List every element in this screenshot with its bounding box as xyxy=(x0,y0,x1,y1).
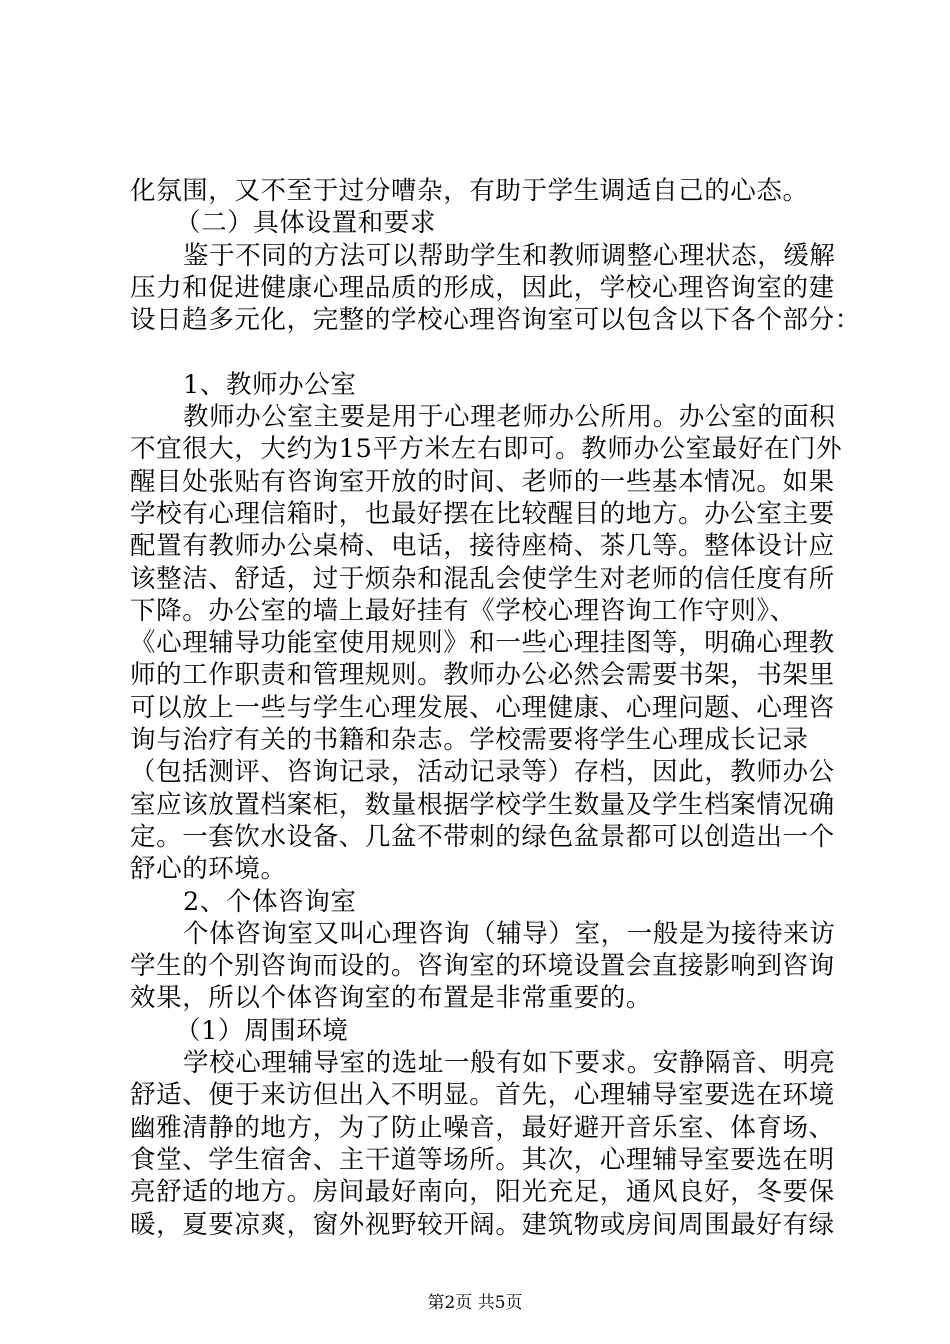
text-line: 询与治疗有关的书籍和杂志。学校需要将学生心理成长记录 xyxy=(130,725,809,756)
text-line: 室应该放置档案柜，数量根据学校学生数量及学生档案情况确 xyxy=(130,789,835,820)
text-line: 舒心的环境。 xyxy=(130,854,287,885)
text-line: 1、教师办公室 xyxy=(183,369,357,400)
text-line: 幽雅清静的地方，为了防止噪音，最好避开音乐室、体育场、 xyxy=(130,1112,835,1143)
text-line: 食堂、学生宿舍、主干道等场所。其次，心理辅导室要选在明 xyxy=(130,1144,835,1175)
text-line: 化氛围，又不至于过分嘈杂，有助于学生调适自己的心态。 xyxy=(130,176,809,206)
text-line: （包括测评、咨询记录，活动记录等）存档，因此，教师办公 xyxy=(130,757,835,788)
text-line: 定。一套饮水设备、几盆不带刺的绿色盆景都可以创造出一个 xyxy=(130,821,835,852)
text-line: 2、个体咨询室 xyxy=(183,886,357,917)
document-body xyxy=(130,175,861,1241)
text-line: （二）具体设置和要求 xyxy=(175,208,437,239)
text-line: 效果，所以个体咨询室的布置是非常重要的。 xyxy=(130,983,653,1014)
text-line: 可以放上一些与学生心理发展、心理健康、心理问题、心理咨 xyxy=(130,692,835,723)
page-number: 第2页 共5页 xyxy=(427,1293,523,1313)
text-line: 学生的个别咨询而设的。咨询室的环境设置会直接影响到咨询 xyxy=(130,951,835,982)
text-line: 暖，夏要凉爽，窗外视野较开阔。建筑物或房间周围最好有绿 xyxy=(130,1209,835,1240)
text-line: 《心理辅导功能室使用规则》和一些心理挂图等，明确心理教 xyxy=(130,628,835,659)
text-line: 该整洁、舒适，过于烦杂和混乱会使学生对老师的信任度有所 xyxy=(130,563,835,594)
text-line: 鉴于不同的方法可以帮助学生和教师调整心理状态，缓解 xyxy=(183,240,836,271)
text-line: 配置有教师办公桌椅、电话，接待座椅、茶几等。整体设计应 xyxy=(130,531,835,562)
blank-line xyxy=(130,336,830,368)
text-line: （1）周围环境 xyxy=(175,1015,349,1046)
text-line: 下降。办公室的墙上最好挂有《学校心理咨询工作守则》、 xyxy=(130,595,796,626)
text-line: 舒适、便于来访但出入不明显。首先，心理辅导室要选在环境 xyxy=(130,1080,835,1111)
text-line: 亮舒适的地方。房间最好南向，阳光充足，通风良好，冬要保 xyxy=(130,1177,835,1208)
text-line: 学校有心理信箱时，也最好摆在比较醒目的地方。办公室主要 xyxy=(130,498,835,529)
text-line: 师的工作职责和管理规则。教师办公必然会需要书架，书架里 xyxy=(130,660,835,691)
text-line: 学校心理辅导室的选址一般有如下要求。安静隔音、明亮 xyxy=(183,1048,836,1079)
text-line: 不宜很大，大约为15平方米左右即可。教师办公室最好在门外 xyxy=(130,434,843,465)
text-line: 个体咨询室又叫心理咨询（辅导）室，一般是为接待来访 xyxy=(183,918,836,949)
text-line: 醒目处张贴有咨询室开放的时间、老师的一些基本情况。如果 xyxy=(130,466,835,497)
text-line: 设日趋多元化，完整的学校心理咨询室可以包含以下各个部分： xyxy=(130,305,861,336)
text-line: 教师办公室主要是用于心理老师办公所用。办公室的面积 xyxy=(183,402,836,433)
text-line: 压力和促进健康心理品质的形成，因此，学校心理咨询室的建 xyxy=(130,272,835,303)
